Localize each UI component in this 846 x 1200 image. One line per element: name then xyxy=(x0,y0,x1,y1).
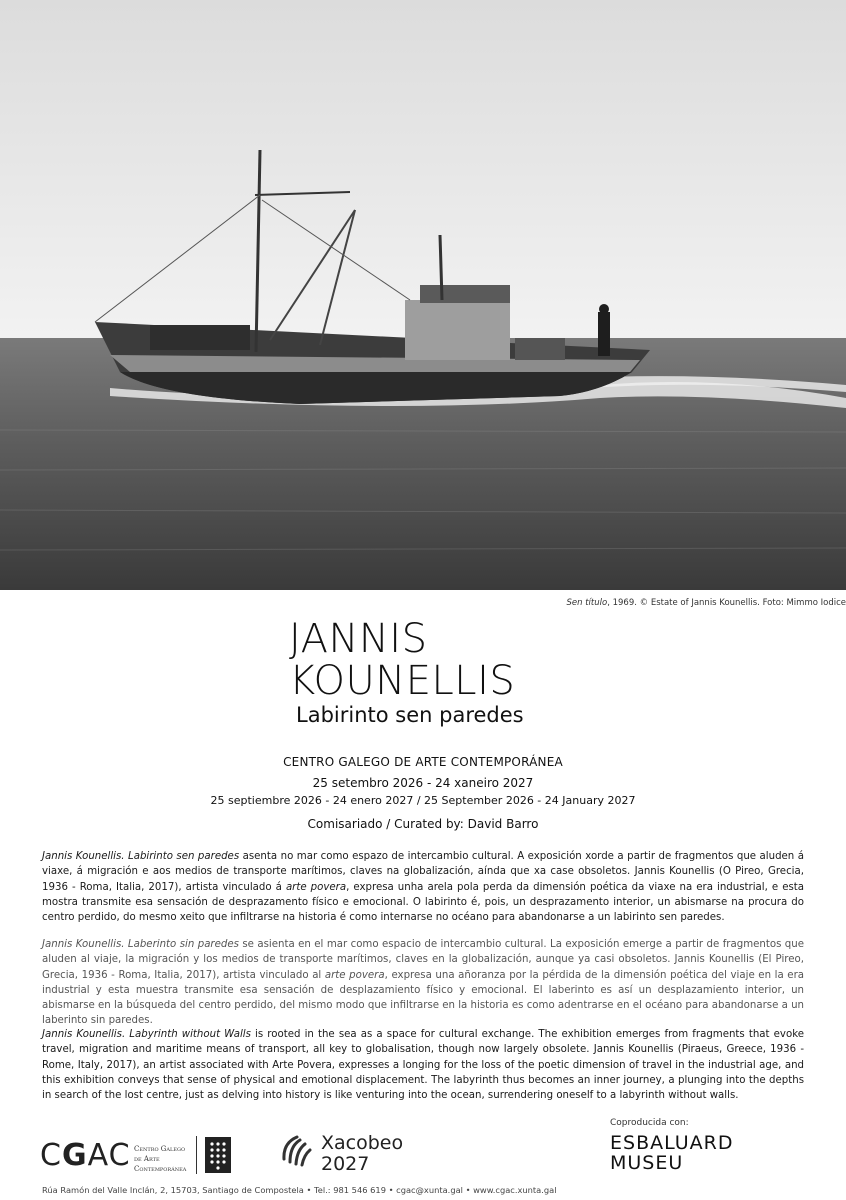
scallop-shell-icon xyxy=(280,1133,314,1169)
paragraph-lead: Jannis Kounellis. Labyrinth without Walls xyxy=(42,1029,251,1040)
paragraph-lead: Jannis Kounellis. Laberinto sin paredes xyxy=(42,939,239,950)
paragraph-galician xyxy=(42,849,804,925)
paragraph-text: se asienta en el mar como espacio de intercambio cultural. La exposición emerge a partir de fragmentos que aluden al viaje, la migración y los medios de transporte marítimos, claves en la globalización, aunque ya casi obsoletos. Jannis Kounellis (El Pireo, Grecia, 1936 - Roma, Italia, 2017), artista vinculado al xyxy=(42,939,804,981)
esbaluard-line-2: MUSEU xyxy=(610,1152,684,1174)
esbaluard-logo xyxy=(610,1133,733,1173)
coproduced-label: Coproducida con: xyxy=(610,1118,689,1128)
paragraph-english xyxy=(42,1027,804,1103)
exhibition-subtitle: Labirinto sen paredes xyxy=(296,703,524,727)
xacobeo-name: Xacobeo xyxy=(321,1132,404,1154)
cgac-name-line: de Arte xyxy=(134,1155,160,1163)
footer-contact: Rúa Ramón del Valle Inclán, 2, 15703, Santiago de Compostela • Tel.: 981 546 619 • cgac@xunta.gal • www.cgac.xunta.gal xyxy=(42,1185,557,1195)
cgac-logo xyxy=(40,1138,131,1173)
paragraph-emphasis: arte povera xyxy=(285,881,347,893)
xacobeo-logo-text xyxy=(321,1133,403,1175)
paragraph-lead: Jannis Kounellis. Labirinto sen paredes xyxy=(42,851,240,862)
caption-work-title: Sen título xyxy=(566,598,608,608)
cgac-full-name xyxy=(134,1144,186,1174)
venue-name: CENTRO GALEGO DE ARTE CONTEMPORÁNEA xyxy=(283,755,563,769)
paragraph-text: asenta no mar como espazo de intercambio cultural. A exposición xorde a partir de fragmentos que aluden á viaxe, á migración e aos medios de transporte marítimos, claves na globalización, aínda que xa case obsoletos. Jannis Kounellis (O Pireo, Grecia, 1936 - Roma, Italia, 2017), artista vinculado á xyxy=(42,851,804,893)
paragraph-spanish xyxy=(42,937,804,1029)
curator-credit: Comisariado / Curated by: David Barro xyxy=(307,817,539,831)
xunta-cross-icon xyxy=(205,1137,231,1173)
cgac-name-line: Contemporánea xyxy=(134,1165,187,1173)
cgac-logo-ac: AC xyxy=(87,1138,131,1173)
cgac-logo-g: G xyxy=(61,1138,88,1173)
paragraph-text: , expresa una añoranza por la pérdida de la dimensión poética del viaje en la era industrial y esta muestra transmite esa sensación de desplazamiento físico y emocional. El laberinto es así un desplazamiento interior, un abismarse en la búsqueda del centro perdido, del mismo modo que infiltrarse en la historia es como adentrarse en el océano para abandonarse a un laberinto sin paredes. xyxy=(42,969,805,1027)
photo-caption xyxy=(566,598,846,608)
dates-spanish-english: 25 septiembre 2026 - 24 enero 2027 / 25 September 2026 - 24 January 2027 xyxy=(210,794,636,807)
paragraph-text: , expresa unha arela pola perda da dimensión poética da viaxe na era industrial, e esta mostra transmite esa sensación de desprazamento físico e emocional. O labirinto é, pois, un desprazamento interior, un abismarse na procura do centro perdido, do mesmo xeito que infiltrarse na historia é como internarse no océano para abandonarse a un labirinto sen paredes. xyxy=(42,881,805,924)
cgac-name-line: Centro Galego xyxy=(134,1145,186,1153)
boat-photo-image xyxy=(0,0,846,590)
caption-credit: , 1969. © Estate of Jannis Kounellis. Foto: Mimmo Iodice xyxy=(607,598,846,608)
logo-divider xyxy=(196,1136,197,1174)
paragraph-text: is rooted in the sea as a space for cultural exchange. The exhibition emerges from fragments that evoke travel, migration and maritime means of transport, all key to globalisation, though now largely obsolete. Jannis Kounellis (Piraeus, Greece, 1936 - Rome, Italy, 2017), an artist associated with Arte Povera, expresses a longing for the loss of the poetic dimension of travel in the industrial age, and this exhibition conveys that sense of physical and emotional displacement. The labyrinth thus becomes an inner journey, a plunging into the depths in search of the lost centre, just as delving into history is like venturing into the ocean, surrendering oneself to a labyrinth without walls. xyxy=(42,1029,804,1102)
dates-galician: 25 setembro 2026 - 24 xaneiro 2027 xyxy=(312,776,534,790)
esbaluard-line-1: ESBALUARD xyxy=(610,1132,734,1154)
paragraph-emphasis: arte povera xyxy=(324,969,385,981)
exhibition-title xyxy=(289,618,515,702)
title-line-2: KOUNELLIS xyxy=(289,658,516,704)
exhibition-photo xyxy=(0,0,846,590)
title-line-1: JANNIS xyxy=(289,616,428,662)
cgac-logo-c: C xyxy=(40,1138,62,1173)
xacobeo-year: 2027 xyxy=(321,1153,370,1175)
